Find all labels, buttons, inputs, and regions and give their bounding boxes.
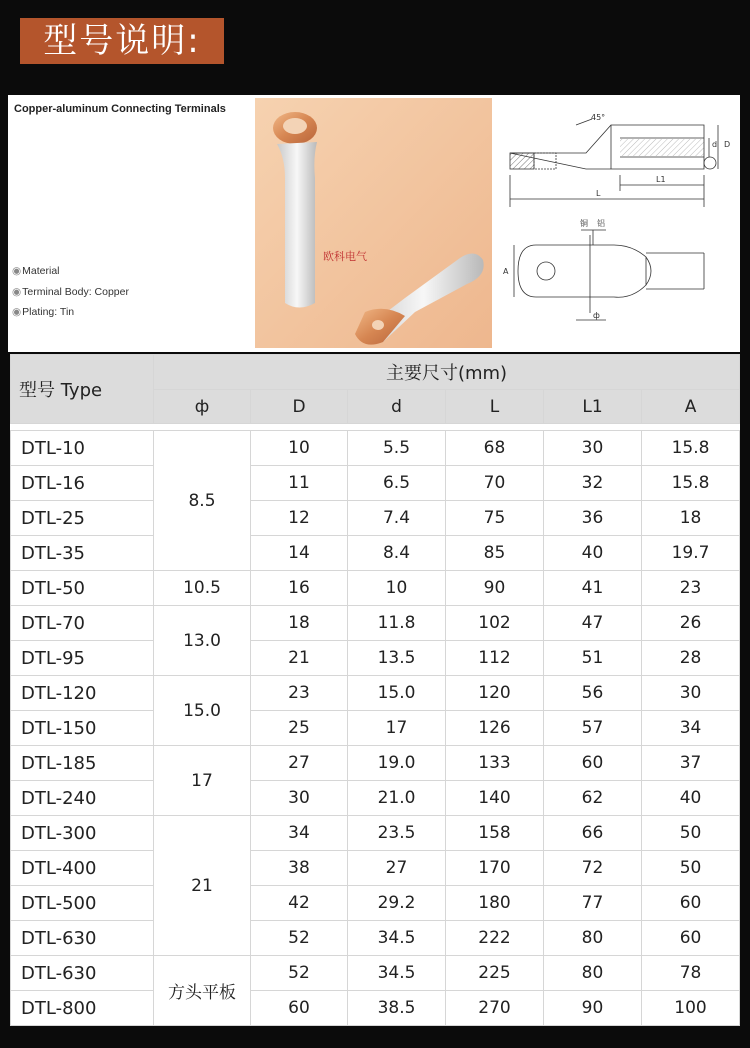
spec-item	[12, 265, 60, 277]
value-cell-d: 21.0	[348, 781, 446, 816]
dim-L1-label: L1	[656, 175, 666, 184]
value-cell-l1: 77	[544, 886, 642, 921]
dim-L-label: L	[596, 189, 601, 198]
value-cell-d: 19.0	[348, 746, 446, 781]
table-row	[11, 781, 740, 816]
value-cell-a: 15.8	[642, 431, 740, 466]
value-cell-d: 14	[251, 536, 348, 571]
table-row	[11, 956, 740, 991]
value-cell-l1: 80	[544, 956, 642, 991]
bullet-icon: ◉	[12, 286, 22, 298]
phi-cell: 17	[154, 746, 251, 816]
phi-cell: 方头平板	[154, 956, 251, 1026]
value-cell-d: 52	[251, 921, 348, 956]
value-cell-l: 90	[446, 571, 544, 606]
value-cell-d: 34.5	[348, 956, 446, 991]
value-cell-l1: 72	[544, 851, 642, 886]
technical-drawing	[496, 95, 740, 352]
value-cell-l: 68	[446, 431, 544, 466]
value-cell-l: 158	[446, 816, 544, 851]
type-cell: DTL-120	[11, 676, 154, 711]
value-cell-l: 225	[446, 956, 544, 991]
angle-label: 45°	[591, 113, 606, 122]
spec-label: Material	[22, 265, 60, 277]
type-cell: DTL-35	[11, 536, 154, 571]
column-header: d	[348, 390, 446, 424]
value-cell-d: 38	[251, 851, 348, 886]
header-banner	[0, 0, 750, 85]
value-cell-l: 70	[446, 466, 544, 501]
table-body	[11, 431, 740, 1026]
type-cell: DTL-500	[11, 886, 154, 921]
type-cell: DTL-630	[11, 956, 154, 991]
table-row	[11, 746, 740, 781]
value-cell-l: 112	[446, 641, 544, 676]
column-header: L	[446, 390, 544, 424]
type-cell: DTL-50	[11, 571, 154, 606]
table-row	[11, 501, 740, 536]
spec-item	[12, 286, 129, 298]
value-cell-d: 27	[251, 746, 348, 781]
value-cell-d: 12	[251, 501, 348, 536]
phi-cell: 8.5	[154, 431, 251, 571]
type-cell: DTL-400	[11, 851, 154, 886]
type-cell: DTL-95	[11, 641, 154, 676]
aluminum-label: 铝	[597, 219, 605, 228]
value-cell-d: 25	[251, 711, 348, 746]
value-cell-d: 8.4	[348, 536, 446, 571]
photo-watermark: 欧科电气	[323, 250, 367, 263]
type-cell: DTL-630	[11, 921, 154, 956]
type-cell: DTL-25	[11, 501, 154, 536]
table-row	[11, 921, 740, 956]
dimensions-header: 主要尺寸(mm)	[154, 355, 740, 390]
product-heading: Copper-aluminum Connecting Terminals	[14, 103, 226, 115]
value-cell-l1: 90	[544, 991, 642, 1026]
type-cell: DTL-150	[11, 711, 154, 746]
type-cell: DTL-10	[11, 431, 154, 466]
value-cell-a: 100	[642, 991, 740, 1026]
dim-phi-label: ф	[593, 311, 600, 320]
terminal-photo-illustration	[255, 98, 492, 348]
value-cell-a: 30	[642, 676, 740, 711]
type-cell: DTL-300	[11, 816, 154, 851]
value-cell-d: 6.5	[348, 466, 446, 501]
dimension-diagram	[496, 95, 740, 352]
dim-d-label: d	[712, 140, 718, 149]
value-cell-a: 50	[642, 816, 740, 851]
value-cell-a: 18	[642, 501, 740, 536]
value-cell-a: 28	[642, 641, 740, 676]
product-photo	[255, 98, 492, 348]
value-cell-l1: 80	[544, 921, 642, 956]
value-cell-l1: 57	[544, 711, 642, 746]
value-cell-d: 10	[251, 431, 348, 466]
table-row	[11, 431, 740, 466]
type-cell: DTL-70	[11, 606, 154, 641]
value-cell-a: 78	[642, 956, 740, 991]
value-cell-l1: 41	[544, 571, 642, 606]
bullet-icon: ◉	[12, 306, 22, 318]
value-cell-d: 42	[251, 886, 348, 921]
copper-label: 铜	[580, 219, 588, 228]
value-cell-l: 85	[446, 536, 544, 571]
table-row	[11, 711, 740, 746]
value-cell-l1: 66	[544, 816, 642, 851]
value-cell-l1: 62	[544, 781, 642, 816]
value-cell-l1: 36	[544, 501, 642, 536]
value-cell-d: 38.5	[348, 991, 446, 1026]
value-cell-d: 60	[251, 991, 348, 1026]
table-row	[11, 641, 740, 676]
type-cell: DTL-16	[11, 466, 154, 501]
value-cell-d: 11	[251, 466, 348, 501]
product-description	[8, 95, 252, 352]
value-cell-a: 40	[642, 781, 740, 816]
value-cell-l: 133	[446, 746, 544, 781]
value-cell-l: 180	[446, 886, 544, 921]
value-cell-d: 34.5	[348, 921, 446, 956]
spec-table-container	[10, 354, 739, 1025]
value-cell-d: 5.5	[348, 431, 446, 466]
value-cell-l1: 60	[544, 746, 642, 781]
value-cell-d: 10	[348, 571, 446, 606]
product-info-strip	[8, 95, 740, 352]
value-cell-a: 37	[642, 746, 740, 781]
spec-item	[12, 306, 74, 318]
value-cell-l1: 40	[544, 536, 642, 571]
value-cell-a: 34	[642, 711, 740, 746]
value-cell-d: 30	[251, 781, 348, 816]
value-cell-d: 7.4	[348, 501, 446, 536]
value-cell-l: 222	[446, 921, 544, 956]
value-cell-d: 18	[251, 606, 348, 641]
value-cell-l1: 56	[544, 676, 642, 711]
value-cell-d: 29.2	[348, 886, 446, 921]
value-cell-d: 27	[348, 851, 446, 886]
dim-A-label: A	[503, 267, 509, 276]
value-cell-a: 60	[642, 921, 740, 956]
value-cell-d: 52	[251, 956, 348, 991]
value-cell-l: 126	[446, 711, 544, 746]
table-row	[11, 606, 740, 641]
value-cell-a: 26	[642, 606, 740, 641]
page-title: 型号说明:	[20, 18, 224, 64]
bullet-icon: ◉	[12, 265, 22, 277]
table-row	[11, 816, 740, 851]
type-header: 型号 Type	[11, 355, 154, 424]
value-cell-l1: 51	[544, 641, 642, 676]
dim-D-label: D	[724, 140, 731, 149]
table-row	[11, 851, 740, 886]
phi-cell: 15.0	[154, 676, 251, 746]
value-cell-l: 170	[446, 851, 544, 886]
spec-label: Terminal Body: Copper	[22, 286, 129, 298]
value-cell-l: 102	[446, 606, 544, 641]
type-cell: DTL-800	[11, 991, 154, 1026]
value-cell-a: 23	[642, 571, 740, 606]
value-cell-d: 17	[348, 711, 446, 746]
value-cell-d: 15.0	[348, 676, 446, 711]
value-cell-l: 75	[446, 501, 544, 536]
type-cell: DTL-240	[11, 781, 154, 816]
value-cell-d: 21	[251, 641, 348, 676]
table-row	[11, 676, 740, 711]
type-cell: DTL-185	[11, 746, 154, 781]
value-cell-l: 140	[446, 781, 544, 816]
value-cell-l: 120	[446, 676, 544, 711]
phi-cell: 10.5	[154, 571, 251, 606]
value-cell-d: 16	[251, 571, 348, 606]
spec-label: Plating: Tin	[22, 306, 75, 318]
value-cell-a: 19.7	[642, 536, 740, 571]
value-cell-a: 60	[642, 886, 740, 921]
value-cell-d: 34	[251, 816, 348, 851]
column-header: A	[642, 390, 740, 424]
table-row	[11, 466, 740, 501]
value-cell-a: 50	[642, 851, 740, 886]
column-header: L1	[544, 390, 642, 424]
value-cell-l: 270	[446, 991, 544, 1026]
value-cell-a: 15.8	[642, 466, 740, 501]
table-row	[11, 571, 740, 606]
value-cell-l1: 47	[544, 606, 642, 641]
value-cell-d: 13.5	[348, 641, 446, 676]
phi-cell: 13.0	[154, 606, 251, 676]
phi-cell: 21	[154, 816, 251, 956]
value-cell-d: 23	[251, 676, 348, 711]
value-cell-d: 23.5	[348, 816, 446, 851]
column-header: D	[251, 390, 348, 424]
column-header: ф	[154, 390, 251, 424]
table-row	[11, 886, 740, 921]
value-cell-d: 11.8	[348, 606, 446, 641]
value-cell-l1: 30	[544, 431, 642, 466]
table-row	[11, 536, 740, 571]
table-row	[11, 991, 740, 1026]
spec-table	[10, 354, 740, 1026]
value-cell-l1: 32	[544, 466, 642, 501]
